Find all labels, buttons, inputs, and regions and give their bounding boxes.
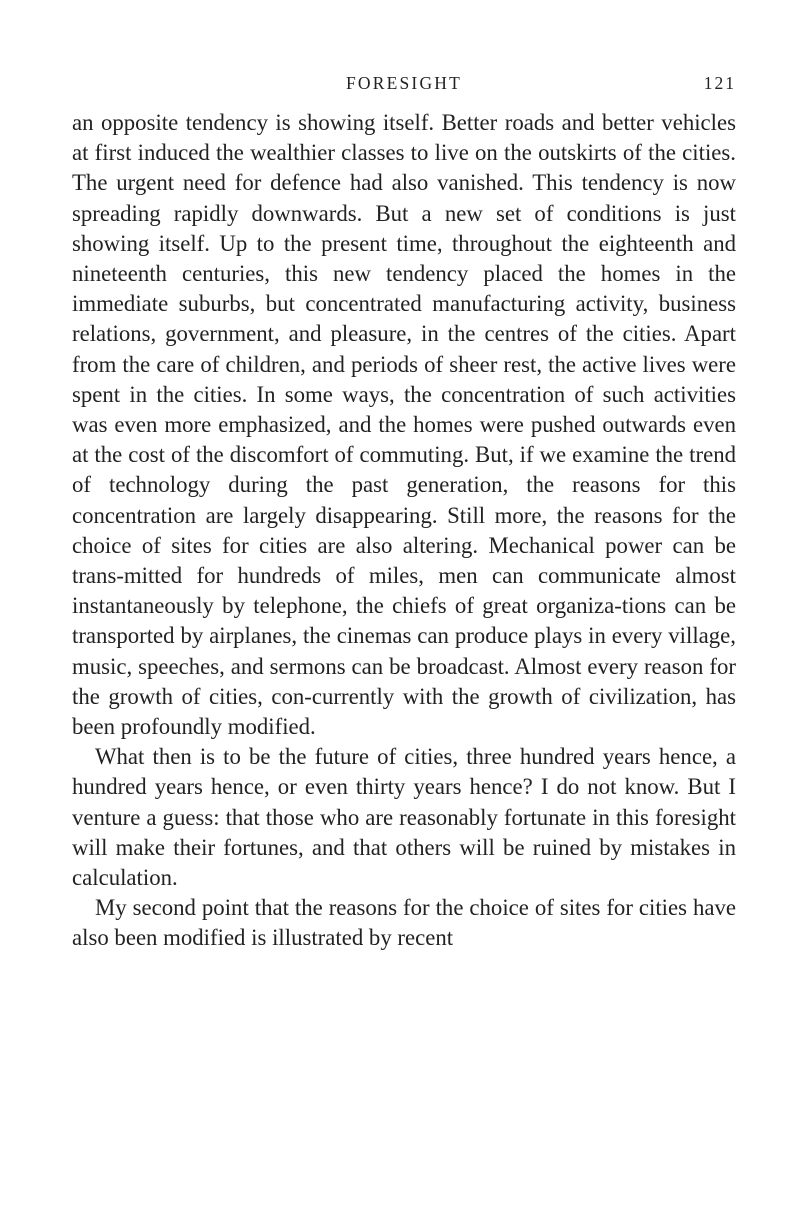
paragraph-continued: an opposite tendency is showing itself. Better roads and better vehicles at first induced the wealthier classes to live on the outskirts of the cities. The urgent need for defence had also vanished. This tendency is now spreading rapidly downwards. But a new set of conditions is just showing itself. Up to the present time, throughout the eighteenth and nineteenth centuries, this new tendency placed the homes in the immediate suburbs, but concentrated manufacturing activity, business relations, government, and pleasure, in the centres of the cities. Apart from the care of children, and periods of sheer rest, the active lives were spent in the cities. In some ways, the concentration of such activities was even more emphasized, and the homes were pushed outwards even at the cost of the discomfort of commuting. But, if we examine the trend of technology during the past generation, the reasons for this concentration are largely disappearing. Still more, the reasons for the choice of sites for cities are also altering. Mechanical power can be trans-mitted for hundreds of miles, men can communicate almost instantaneously by telephone, the chiefs of great organiza-tions can be transported by airplanes, the cinemas can produce plays in every village, music, speeches, and sermons can be broadcast. Almost every reason for the growth of cities, con-currently with the growth of civilization, has been profoundly modified.: [72, 110, 736, 740]
paragraph-future-of-cities: What then is to be the future of cities, three hundred years hence, a hundred years hence, or even thirty years hence? I do not know. But I venture a guess: that those who are reasonably fortunate in this foresight will make their fortunes, and that others will be ruined by mistakes in calculation.: [72, 744, 736, 891]
paragraph-second-point: My second point that the reasons for the choice of sites for cities have also been modified is illustrated by recent: [72, 895, 736, 951]
running-title: FORESIGHT: [345, 73, 463, 93]
body-text: [72, 108, 736, 954]
running-head: [72, 72, 736, 102]
page-number: 121: [703, 73, 736, 93]
